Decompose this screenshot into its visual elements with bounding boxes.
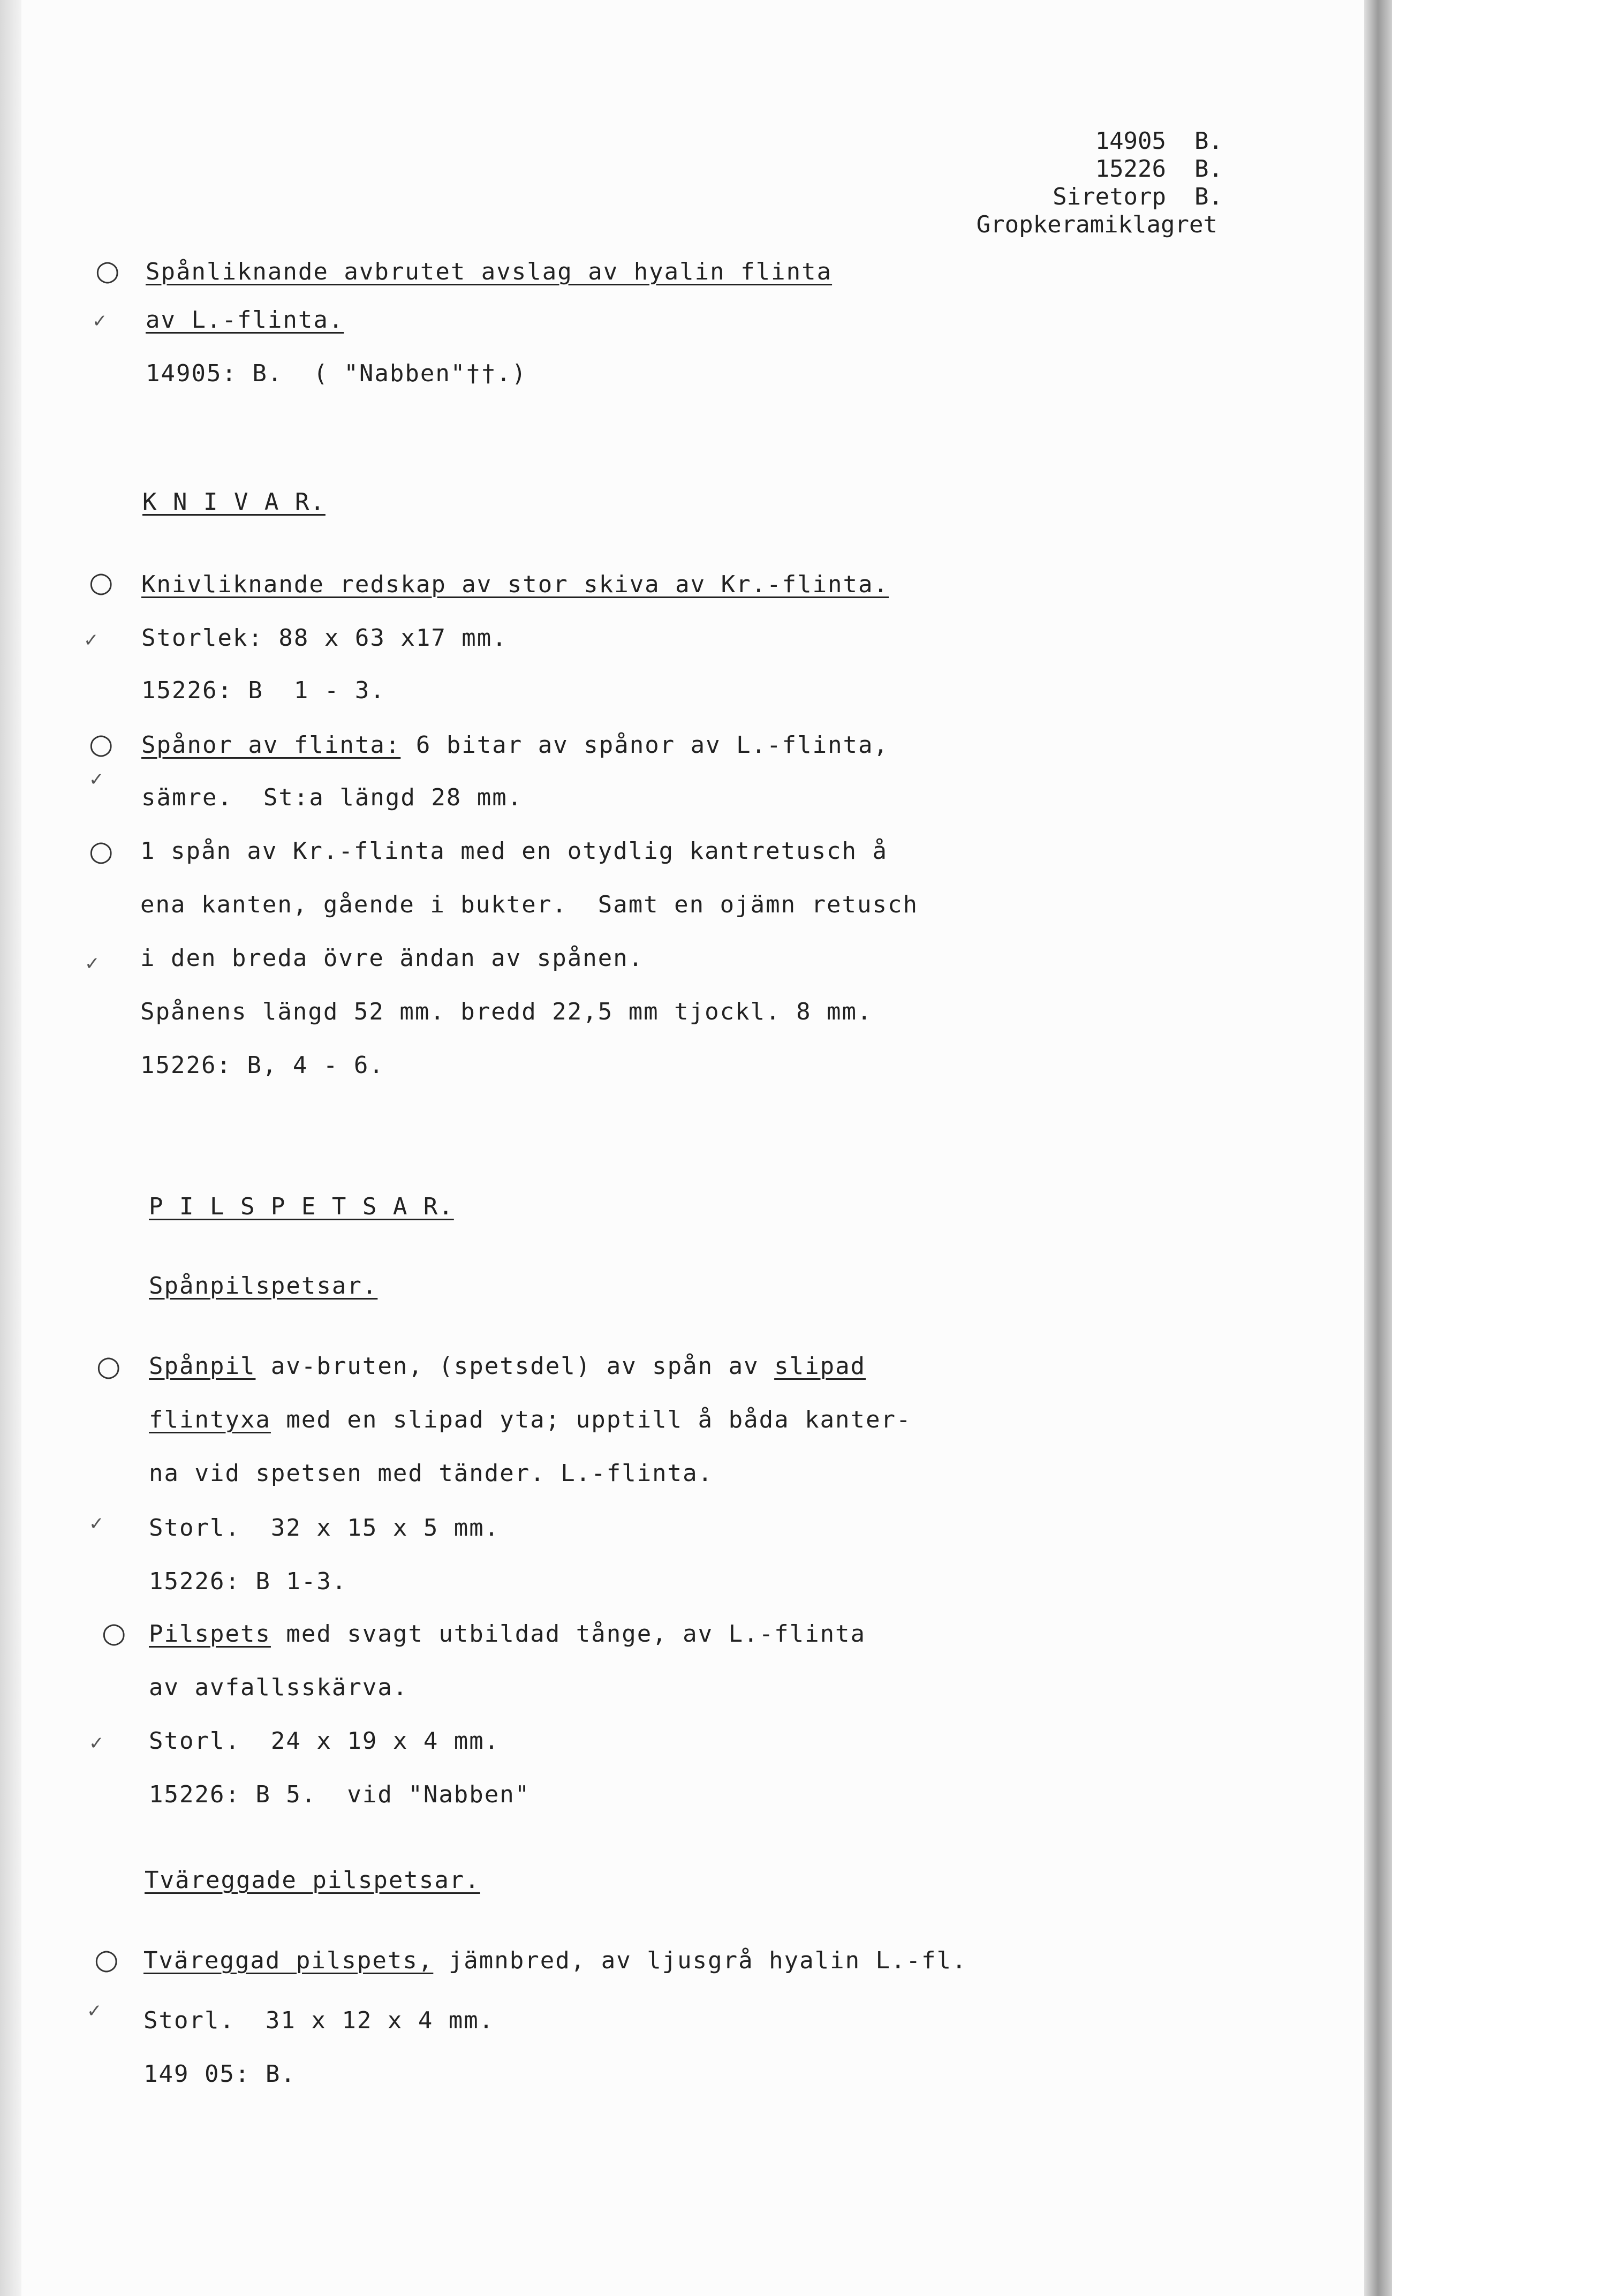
pil-item3-line1: Tväreggad pilspets, jämnbred, av ljusgrå hyalin L.-fl. bbox=[143, 1947, 967, 1974]
pil-item2-size: Storl. 24 x 19 x 4 mm. bbox=[149, 1727, 500, 1755]
page-left-edge bbox=[0, 0, 21, 2296]
binding-spine bbox=[1364, 0, 1392, 2296]
entry1-line2: av L.-flinta. bbox=[146, 306, 344, 334]
tick-mark: ✓ bbox=[84, 630, 99, 651]
tick-mark: ✓ bbox=[89, 1513, 104, 1535]
knivar-item1-title: Knivliknande redskap av stor skiva av Kr.-flinta. bbox=[141, 571, 889, 598]
pil-item2-line2: av avfallsskärva. bbox=[149, 1674, 408, 1701]
pil-item1-line1: Spånpil av-bruten, (spetsdel) av spån av slipad bbox=[149, 1353, 866, 1380]
knivar-item3-line3: i den breda övre ändan av spånen. bbox=[140, 945, 644, 972]
knivar-item3-line5: 15226: B, 4 - 6. bbox=[140, 1052, 384, 1079]
knivar-heading: K N I V A R. bbox=[142, 488, 326, 516]
knivar-item1-size: Storlek: 88 x 63 x17 mm. bbox=[141, 624, 508, 652]
header-line-1: 14905 B. bbox=[1095, 127, 1223, 155]
circle-mark: ○ bbox=[96, 1350, 121, 1383]
pil-item2-id: 15226: B 5. vid "Nabben" bbox=[149, 1781, 531, 1808]
pil-item1-line2: flintyxa med en slipad yta; upptill å båda kanter- bbox=[149, 1406, 912, 1433]
pil-item3-size: Storl. 31 x 12 x 4 mm. bbox=[143, 2007, 495, 2034]
knivar-item1-id: 15226: B 1 - 3. bbox=[141, 677, 385, 704]
pil-item1-id: 15226: B 1-3. bbox=[149, 1568, 347, 1595]
knivar-item2-line2: sämre. St:a längd 28 mm. bbox=[141, 784, 523, 811]
circle-mark: ○ bbox=[89, 728, 114, 760]
circle-mark: ○ bbox=[89, 835, 114, 867]
knivar-item2-line1: Spånor av flinta: 6 bitar av spånor av L.-flinta, bbox=[141, 731, 889, 759]
pilspetsar-subheading-1: Spånpilspetsar. bbox=[149, 1272, 378, 1300]
tick-mark: ✓ bbox=[89, 1733, 104, 1754]
tick-mark: ✓ bbox=[87, 2000, 102, 2022]
circle-mark: ○ bbox=[89, 567, 114, 599]
pil-item2-line1: Pilspets med svagt utbildad tånge, av L.-flinta bbox=[149, 1620, 866, 1648]
knivar-item3-line2: ena kanten, gående i bukter. Samt en ojämn retusch bbox=[140, 891, 919, 918]
knivar-item3-line4: Spånens längd 52 mm. bredd 22,5 mm tjockl. 8 mm. bbox=[140, 998, 873, 1025]
tick-mark: ✓ bbox=[92, 311, 108, 332]
entry1-line3: 14905: B. ( "Nabben"††.) bbox=[146, 360, 527, 387]
scan-margin bbox=[1392, 0, 1619, 2296]
tick-mark: ✓ bbox=[85, 953, 100, 975]
knivar-item3-line1: 1 spån av Kr.-flinta med en otydlig kantretusch å bbox=[140, 837, 888, 865]
pil-item1-line3: na vid spetsen med tänder. L.-flinta. bbox=[149, 1460, 714, 1487]
pil-item3-id: 149 05: B. bbox=[143, 2060, 296, 2088]
pilspetsar-subheading-2: Tväreggade pilspetsar. bbox=[145, 1867, 480, 1894]
circle-mark: ○ bbox=[94, 1944, 119, 1976]
header-line-2: 15226 B. bbox=[1095, 155, 1223, 183]
circle-mark: ○ bbox=[95, 255, 120, 287]
pil-item1-size: Storl. 32 x 15 x 5 mm. bbox=[149, 1514, 500, 1542]
circle-mark: ○ bbox=[102, 1617, 126, 1649]
header-line-3: Siretorp B. bbox=[1053, 183, 1223, 210]
entry1-title: Spånliknande avbrutet avslag av hyalin flinta bbox=[146, 258, 833, 285]
header-line-4: Gropkeramiklagret bbox=[976, 211, 1217, 238]
pilspetsar-heading: P I L S P E T S A R. bbox=[149, 1193, 454, 1220]
tick-mark: ✓ bbox=[89, 769, 104, 790]
